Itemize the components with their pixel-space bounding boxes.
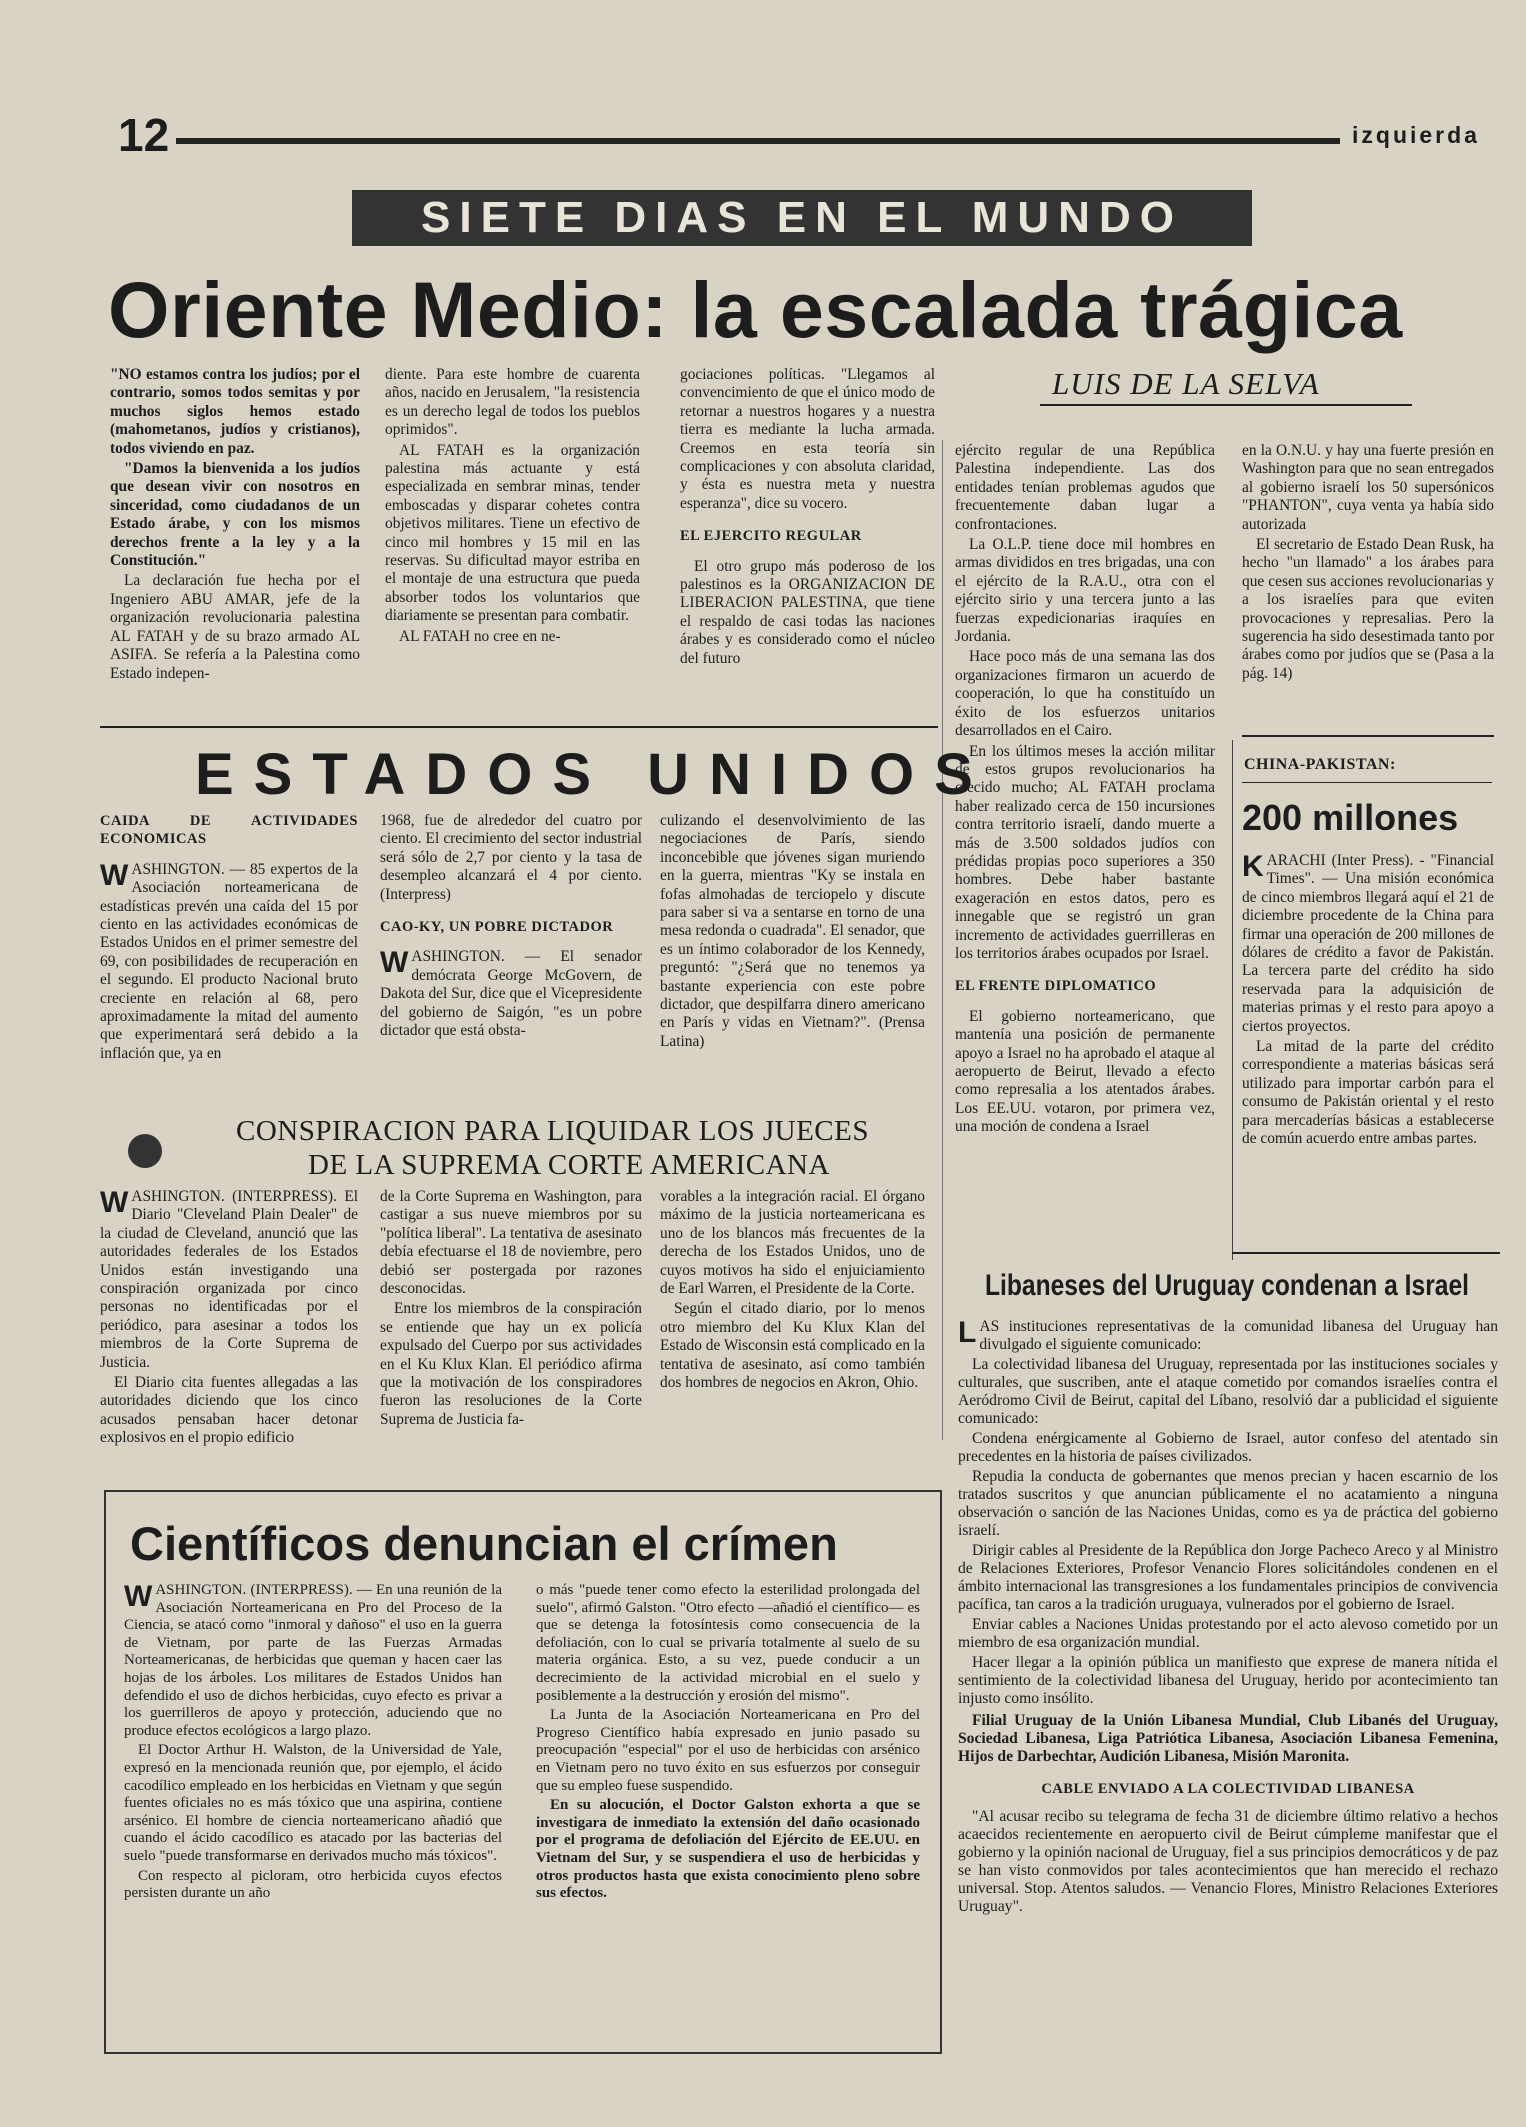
cientificos-paragraph: La Junta de la Asociación Norteamericana en Pro del Progreso Científico había expresado en junio pasado su preocupación "especial" por el uso de herbicidas con arsénico en Vietnam pero no tuvo éxito en sus esfuerzos por conseguir que su empleo fuese suspendido. <box>536 1707 920 1794</box>
eeuu-subhead: CAO-KY, UN POBRE DICTADOR <box>380 919 614 936</box>
oriente-paragraph: AL FATAH no cree en ne- <box>399 627 561 645</box>
oriente-paragraph: diente. Para este hombre de cuarenta años, nacido en Jerusalem, "la resistencia es un derecho legal de todos los pueblos oprimidos". <box>385 366 640 439</box>
conspiracion-paragraph: Entre los miembros de la conspiración se entiende que hay un ex policía expulsado del Cuerpo por sus actividades en el Ku Klux Klan. El periódico afirma que la motivación de los conspiradores fueron las resoluciones de la Corte Suprema de Justicia fa- <box>380 1300 642 1428</box>
china-label: CHINA-PAKISTAN: <box>1244 756 1396 773</box>
page-number: 12 <box>118 109 170 161</box>
byline-rule <box>1040 404 1412 406</box>
conspiracion-col-2 <box>380 1188 642 1431</box>
section-banner: SIETE DIAS EN EL MUNDO <box>352 190 1252 246</box>
oriente-paragraph: "Damos la bienvenida a los judíos que desean vivir con nosotros en sinceridad, como ciudadanos de un Estado árabe, y con los mismos derechos frente a la ley y a la Constitución." <box>110 460 360 570</box>
libaneses-cable-subhead: CABLE ENVIADO A LA COLECTIVIDAD LIBANESA <box>1041 1781 1415 1797</box>
oriente-paragraph: La declaración fue hecha por el Ingeniero ABU AMAR, jefe de la organización revolucionaria palestina AL FATAH y de su brazo armado AL ASIFA. Se refería a la Palestina como Estado indepen- <box>110 572 360 682</box>
oriente-paragraph: El secretario de Estado Dean Rusk, ha hecho "un llamado" a los árabes para que cesen sus acciones revolucionarias y a los israelíes para que eviten provocaciones y represalias. Pero la sugerencia ha sido desestimada tanto por árabes como por judíos que se (Pasa a la pág. 14) <box>1242 536 1494 682</box>
oriente-col-4 <box>955 442 1215 1139</box>
cientificos-paragraph: Con respecto al picloram, otro herbicida cuyos efectos persisten durante un año <box>124 1867 502 1902</box>
conspiracion-col-1 <box>100 1188 358 1450</box>
conspiracion-paragraph: El Diario cita fuentes allegadas a las autoridades diciendo que los cinco acusados pensaban hacer detonar explosivos en el propio edificio <box>100 1374 358 1447</box>
eeuu-paragraph: culizando el desenvolvimiento de las negociaciones de París, siendo inconcebible que jóvenes sigan muriendo en la guerra, mientras "Ky se instala en fofas almohadas de terciopelo y discute para saber si va a sentarse en torno de una mesa redonda o cuadrada". El senador, que es un íntimo colaborador de los Kennedy, preguntó: "¿Será que no tenemos ya bastante experiencia con este pobre dictador, que despilfarra dinero americano en París y vidas en Vietnam?". (Prensa Latina) <box>660 812 925 1050</box>
oriente-col-2 <box>385 366 640 648</box>
oriente-subhead: EL FRENTE DIPLOMATICO <box>955 978 1157 995</box>
estados-unidos-headline: ESTADOS UNIDOS <box>195 742 993 807</box>
libaneses-paragraph: Dirigir cables al Presidente de la República don Jorge Pacheco Areco y al Ministro de Relaciones Exteriores, Profesor Venancio Flores solicitándoles condenen en el ámbito internacional las transgresiones a los fundamentales principios de convivencia pacífica, tan caros a la tradición uruguaya, vulnerados por el gobierno de Israel. <box>958 1542 1498 1613</box>
eeuu-subhead: CAIDA DE ACTIVIDADES ECONOMICAS <box>100 813 358 848</box>
conspiracion-paragraph: Según el citado diario, por lo menos otro miembro del Ku Klux Klan del Estado de Wisconsin está complicado en la tentativa de asesinato, así como también dos hombres de negocios en Akron, Ohio. <box>660 1300 925 1392</box>
magazine-name: izquierda <box>1352 122 1480 148</box>
divider <box>1232 1252 1500 1254</box>
libaneses-paragraph: Hacer llegar a la opinión pública un manifiesto que exprese de manera nítida el sentimiento de la colectividad libanesa del Uruguay, herido por acontecimiento tan injusto como insólito. <box>958 1654 1498 1707</box>
china-headline: 200 millones <box>1242 797 1459 838</box>
eeuu-paragraph: WASHINGTON. — El senador demócrata George McGovern, de Dakota del Sur, dice que el Vicepresidente del gobierno de Saigón, "es un pobre dictador que está obsta- <box>380 946 642 1040</box>
cientificos-col-2 <box>536 1582 920 1905</box>
eeuu-paragraph: 1968, fue de alrededor del cuatro por ciento. El crecimiento del sector industrial será sólo de 2,7 por ciento y la tasa de desempleo alcanzará el 4 por ciento. (Interpress) <box>380 812 642 903</box>
oriente-paragraph: En los últimos meses la acción militar de estos grupos revolucionarios ha crecido mucho; AL FATAH proclama haber realizado cerca de 150 incursiones contra territorio israelí, dando muerte a más de 3.500 soldados judíos con prédidas propias poco superiores a 350 hombres. Debe haber bastante exageración en estos datos, pero es innegable que se registró un gran incremento de actividades guerrilleras en los territorios árabes ocupados por Israel. <box>955 742 1215 962</box>
cientificos-col-1 <box>124 1582 502 1905</box>
libaneses-column <box>958 1318 1498 1918</box>
conspiracion-paragraph: vorables a la integración racial. El órgano máximo de la justicia norteamericana es uno de los blancos más frecuentes de la derecha de los Estados Unidos, uno de cuyos motivos ha sido el enjuiciamiento de Earl Warren, el Presidente de la Corte. <box>660 1188 925 1298</box>
oriente-paragraph: El gobierno norteamericano, que mantenía una posición de permanente apoyo a Israel no ha aprobado el ataque al aeropuerto de Beirut, llevado a efecto como represalia a los atentados árabes. Los EE.UU. votaron, por primera vez, una moción de condena a Israel <box>955 1007 1215 1136</box>
conspiracion-headline-line: CONSPIRACION PARA LIQUIDAR LOS JUECES <box>236 1115 869 1147</box>
oriente-paragraph: El otro grupo más poderoso de los palestinos es la ORGANIZACION DE LIBERACION PALESTINA, que tiene el respaldo de casi todas las naciones árabes y es considerado como el núcleo del futuro <box>680 557 935 667</box>
libaneses-paragraph: Repudia la conducta de gobernantes que menos precian y hacen escarnio de los tratados suscritos y que anuncian públicamente el no acatamiento a ninguna observación o sanción de las Naciones Unidas, como es ya de práctica del gobierno israelí. <box>958 1468 1498 1539</box>
china-paragraph: KARACHI (Inter Press). - "Financial Times". — Una misión económica de cinco miembros llegará aquí el 21 de diciembre procedente de la China para firmar una operación de 200 millones de dólares de crédito a favor de Pakistán. La tercera parte del crédito ha sido reservada para la adquisición de materias primas y el resto para apoyo a ciertos proyectos. <box>1242 850 1494 1035</box>
eeuu-col-2 <box>380 812 642 1042</box>
header-rule <box>176 138 1340 144</box>
china-column <box>1242 852 1494 1151</box>
eeuu-col-3 <box>660 812 925 1053</box>
byline: LUIS DE LA SELVA <box>1052 366 1320 401</box>
china-paragraph: La mitad de la parte del crédito correspondiente a materias básicas será utilizado para importar carbón para el consumo de Pakistán oriental y el resto para mercaderías básicas a establecerse de común acuerdo entre ambas partes. <box>1242 1038 1494 1148</box>
cientificos-paragraph: El Doctor Arthur H. Walston, de la Universidad de Yale, expresó en la mencionada reunión que, por ejemplo, el ácido cacodílico empleado en los herbicidas en Vietnam y que según fuentes oficiales no es más tóxico que una aspirina, contiene arsénico. El hombre de ciencia norteamericano añadió que cuando el ácido cacodílico es atacado por las bacterias del suelo "puede transformarse en derivados mucho más tóxicos". <box>124 1742 502 1864</box>
conspiracion-paragraph: WASHINGTON. (INTERPRESS). El Diario "Cleveland Plain Dealer" de la ciudad de Cleveland, anunció que las autoridades federales de los Estados Unidos están investigando una conspiración organizada por cinco personas no identificadas por el periódico, para asesinar a todos los miembros de la Corte Suprema de Justicia. <box>100 1186 358 1371</box>
eeuu-col-1 <box>100 812 358 1065</box>
oriente-col-3 <box>680 366 935 670</box>
oriente-paragraph: en la O.N.U. y hay una fuerte presión en Washington para que no sean entregados al gobierno israelí los 50 supersónicos "PHANTON", cuya venta ya había sido autorizada <box>1242 442 1494 533</box>
conspiracion-col-3 <box>660 1188 925 1394</box>
divider <box>100 726 938 728</box>
cientificos-paragraph: WASHINGTON. (INTERPRESS). — En una reunión de la Asociación Norteamericana en Pro del Proceso de la Ciencia, se atacó como "inmoral y dañoso" el uso en la guerra de Vietnam, por parte de las Fuerzas Armadas Norteamericanas, de herbicidas que queman y hacen caer las hojas de los árboles. Los militares de Estados Unidos han defendido el uso de dichos herbicidas, cuyo efecto es privar a los guerrilleros de apoyo y protección, aduciendo que no produce efectos ecológicos a largo plazo. <box>124 1580 502 1739</box>
oriente-paragraph: "NO estamos contra los judíos; por el contrario, somos todos semitas y por muchos siglos hemos estado (mahometanos, judíos y cristianos), todos viviendo en paz. <box>110 366 360 457</box>
divider <box>1242 735 1494 737</box>
bullet-icon <box>128 1134 162 1168</box>
cientificos-paragraph: En su alocución, el Doctor Galston exhorta a que se investigara de inmediato la extensión del daño ocasionado por el programa de defoliación del Ejército de EE.UU. en Vietnam del Sur, y se suspendiera el uso de herbicidas y otros productos hasta que exista conocimiento pleno sobre sus efectos. <box>536 1797 920 1902</box>
oriente-paragraph: La O.L.P. tiene doce mil hombres en armas divididos en tres brigadas, una con el ejército de la R.A.U., otra con el ejército sirio y una tercera junto a las fuerzas expedicionarias iraquíes en Jordania. <box>955 536 1215 646</box>
conspiracion-headline <box>236 1114 916 1182</box>
libaneses-cable: "Al acusar recibo su telegrama de fecha 31 de diciembre último relativo a hechos acaecidos recientemente en aeropuerto civil de Beirut cúmpleme manifestar que el gobierno y la opinión nacional de Uruguay, fiel a sus principios democráticos y de paz se han visto conmovidos por tales acontecimientos que han merecido el rechazo universal. Stop. Atentos saludos. — Venancio Flores, Ministro Relaciones Exteriores Uruguay". <box>958 1808 1498 1915</box>
oriente-subhead: EL EJERCITO REGULAR <box>680 528 862 545</box>
eeuu-paragraph: WASHINGTON. — 85 expertos de la Asociación norteamericana de estadísticas prevén una caída del 15 por ciento en las actividades económicas de Estados Unidos en el primer semestre del 69, con posibilidades de recuperación en el segundo. El producto Nacional bruto creciente en relación al 68, pero aproximadamente la mitad del aumento que experimentará será debido a la inflación que, ya en <box>100 858 358 1062</box>
libaneses-paragraph: Condena enérgicamente al Gobierno de Israel, autor confeso del atentado sin precedentes en la historia de países civilizados. <box>958 1430 1498 1465</box>
divider <box>942 440 943 1440</box>
oriente-col-1 <box>110 366 360 685</box>
oriente-paragraph: ejército regular de una República Palestina independiente. Las dos entidades tenían problemas agudos que frecuentemente daban lugar a confrontaciones. <box>955 442 1215 533</box>
divider <box>1232 740 1233 1260</box>
oriente-col-5 <box>1242 442 1494 685</box>
cientificos-paragraph: o más "puede tener como efecto la esterilidad prolongada del suelo", afirmó Galston. "Otro efecto —añadió el científico— es que se detenga la fotosíntesis como consecuencia de la defoliación, con lo cual se privaría totalmente al suelo de su materia orgánica. Esto, a su vez, puede conducir a un decrecimiento de la actividad microbial en el suelo y posiblemente a la destrucción y erosión del mismo". <box>536 1582 920 1704</box>
divider <box>1242 782 1492 783</box>
conspiracion-headline-line: DE LA SUPREMA CORTE AMERICANA <box>308 1149 830 1181</box>
cientificos-headline: Científicos denuncian el crímen <box>130 1517 838 1570</box>
main-headline: Oriente Medio: la escalada trágica <box>108 265 1403 354</box>
libaneses-paragraph: LAS instituciones representativas de la comunidad libanesa del Uruguay han divulgado el siguiente comunicado: <box>958 1316 1498 1353</box>
libaneses-signatories: Filial Uruguay de la Unión Libanesa Mundial, Club Libanés del Uruguay, Sociedad Libanesa, Liga Patriótica Libanesa, Asociación Libanesa Femenina, Hijos de Darbechtar, Audición Libanesa, Misión Maronita. <box>958 1712 1498 1765</box>
libaneses-paragraph: La colectividad libanesa del Uruguay, representada por las instituciones sociales y culturales, que suscriben, ante el ataque cometido por comandos israelíes contra el Aeródromo Civil de Beirut, capital del Líbano, resolvió dar a publicidad el siguiente comunicado: <box>958 1356 1498 1427</box>
oriente-paragraph: gociaciones políticas. "Llegamos al convencimiento de que el único modo de retornar a nuestros hogares y a nuestra tierra es mediante la lucha armada. Creemos en esta teoría sin complicaciones y con absoluta claridad, y ésta es nuestra meta y nuestra esperanza", dice su vocero. <box>680 366 935 512</box>
libaneses-paragraph: Enviar cables a Naciones Unidas protestando por el acto alevoso cometido por un miembro de esa organización mundial. <box>958 1616 1498 1651</box>
oriente-paragraph: AL FATAH es la organización palestina más actuante y está especializada en sembrar minas, tender emboscadas y disparar cohetes contra objetivos militares. Tiene un efectivo de cinco mil hombres y 15 mil en las reservas. Su dificultad mayor estriba en el montaje de una estructura que pueda absorber todos los voluntarios que diariamente se presentan para combatir. <box>385 441 640 625</box>
oriente-paragraph: Hace poco más de una semana las dos organizaciones firmaron un acuerdo de cooperación, lo que ha constituído un éxito de los esfuerzos unitarios desarrollados en el Cairo. <box>955 648 1215 740</box>
conspiracion-paragraph: de la Corte Suprema en Washington, para castigar a sus nueve miembros por su "política liberal". La tentativa de asesinato debía efectuarse el 18 de noviembre, pero debió ser postergada por razones desconocidas. <box>380 1188 642 1298</box>
libaneses-headline: Libaneses del Uruguay condenan a Israel <box>985 1269 1469 1302</box>
